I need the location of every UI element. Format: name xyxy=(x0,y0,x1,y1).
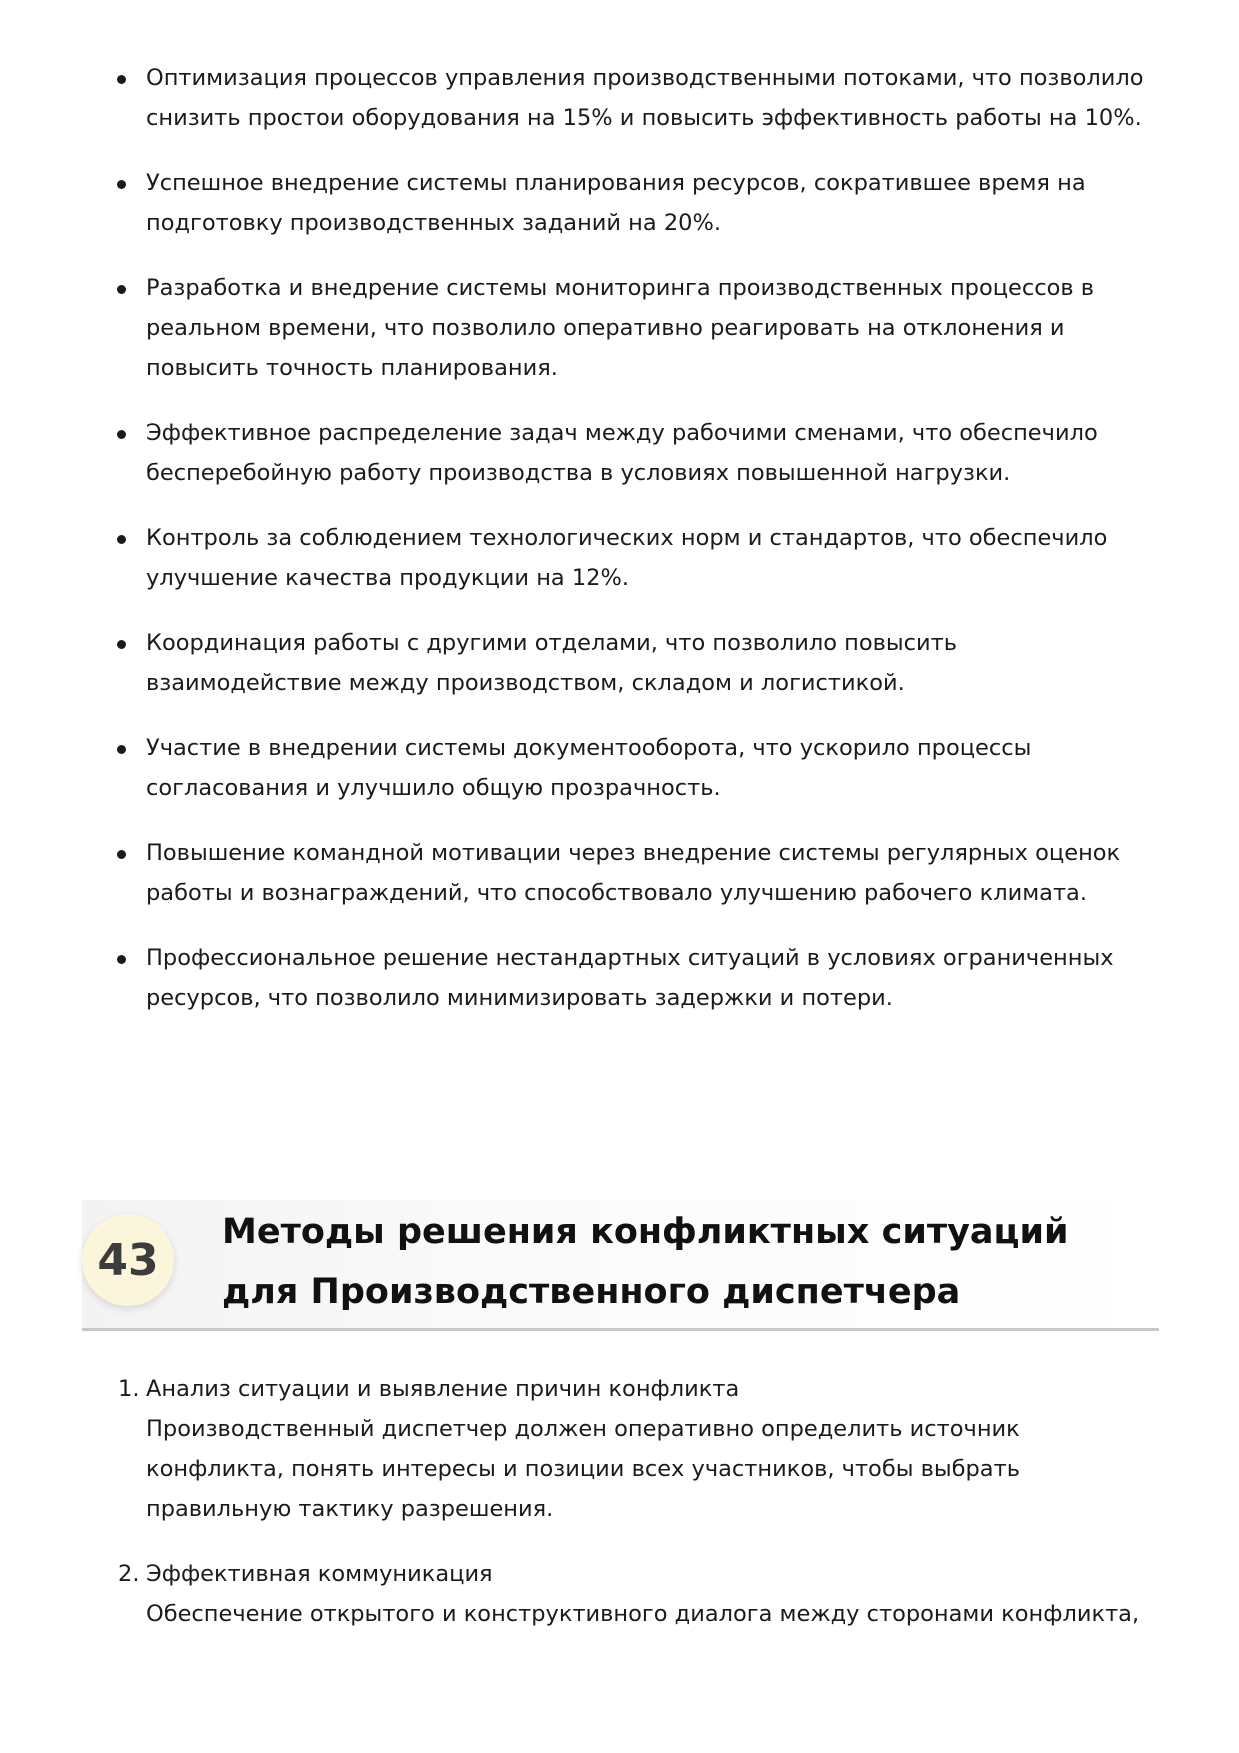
list-item: Эффективное распределение задач между рабочими сменами, что обеспечило бесперебойную работу производства в условиях повышенной нагрузки. xyxy=(0,413,1239,493)
section-title: Методы решения конфликтных ситуаций для Производственного диспетчера xyxy=(222,1212,1069,1312)
list-item: Разработка и внедрение системы мониторинга производственных процессов в реальном времени, что позволило оперативно реагировать на отклонения и повысить точность планирования. xyxy=(0,268,1239,388)
list-item: Повышение командной мотивации через внедрение системы регулярных оценок работы и вознаграждений, что способствовало улучшению рабочего климата. xyxy=(0,833,1239,913)
item-title: Анализ ситуации и выявление причин конфликта xyxy=(146,1376,740,1402)
methods-list xyxy=(0,1369,1239,1659)
achievements-list xyxy=(0,58,1239,1043)
list-item: Оптимизация процессов управления производственными потоками, что позволило снизить простои оборудования на 15% и повысить эффективность работы на 10%. xyxy=(0,58,1239,138)
list-item: Успешное внедрение системы планирования ресурсов, сократившее время на подготовку производственных заданий на 20%. xyxy=(0,163,1239,243)
item-number: 2. xyxy=(118,1561,140,1587)
item-number: 1. xyxy=(118,1376,140,1402)
list-item: Профессиональное решение нестандартных ситуаций в условиях ограниченных ресурсов, что позволило минимизировать задержки и потери. xyxy=(0,938,1239,1018)
section-number-badge: 43 xyxy=(82,1214,174,1306)
list-item: Участие в внедрении системы документооборота, что ускорило процессы согласования и улучшило общую прозрачность. xyxy=(0,728,1239,808)
list-item xyxy=(0,1554,1239,1634)
list-item xyxy=(0,1369,1239,1529)
list-item: Координация работы с другими отделами, что позволило повысить взаимодействие между производством, складом и логистикой. xyxy=(0,623,1239,703)
section-header xyxy=(82,1200,1159,1331)
list-item: Контроль за соблюдением технологических норм и стандартов, что обеспечило улучшение качества продукции на 12%. xyxy=(0,518,1239,598)
item-body: Обеспечение открытого и конструктивного диалога между сторонами конфликта, xyxy=(146,1601,1140,1627)
item-body: Производственный диспетчер должен оперативно определить источник конфликта, понять интересы и позиции всех участников, чтобы выбрать правильную тактику разрешения. xyxy=(146,1416,1020,1522)
item-title: Эффективная коммуникация xyxy=(146,1561,493,1587)
